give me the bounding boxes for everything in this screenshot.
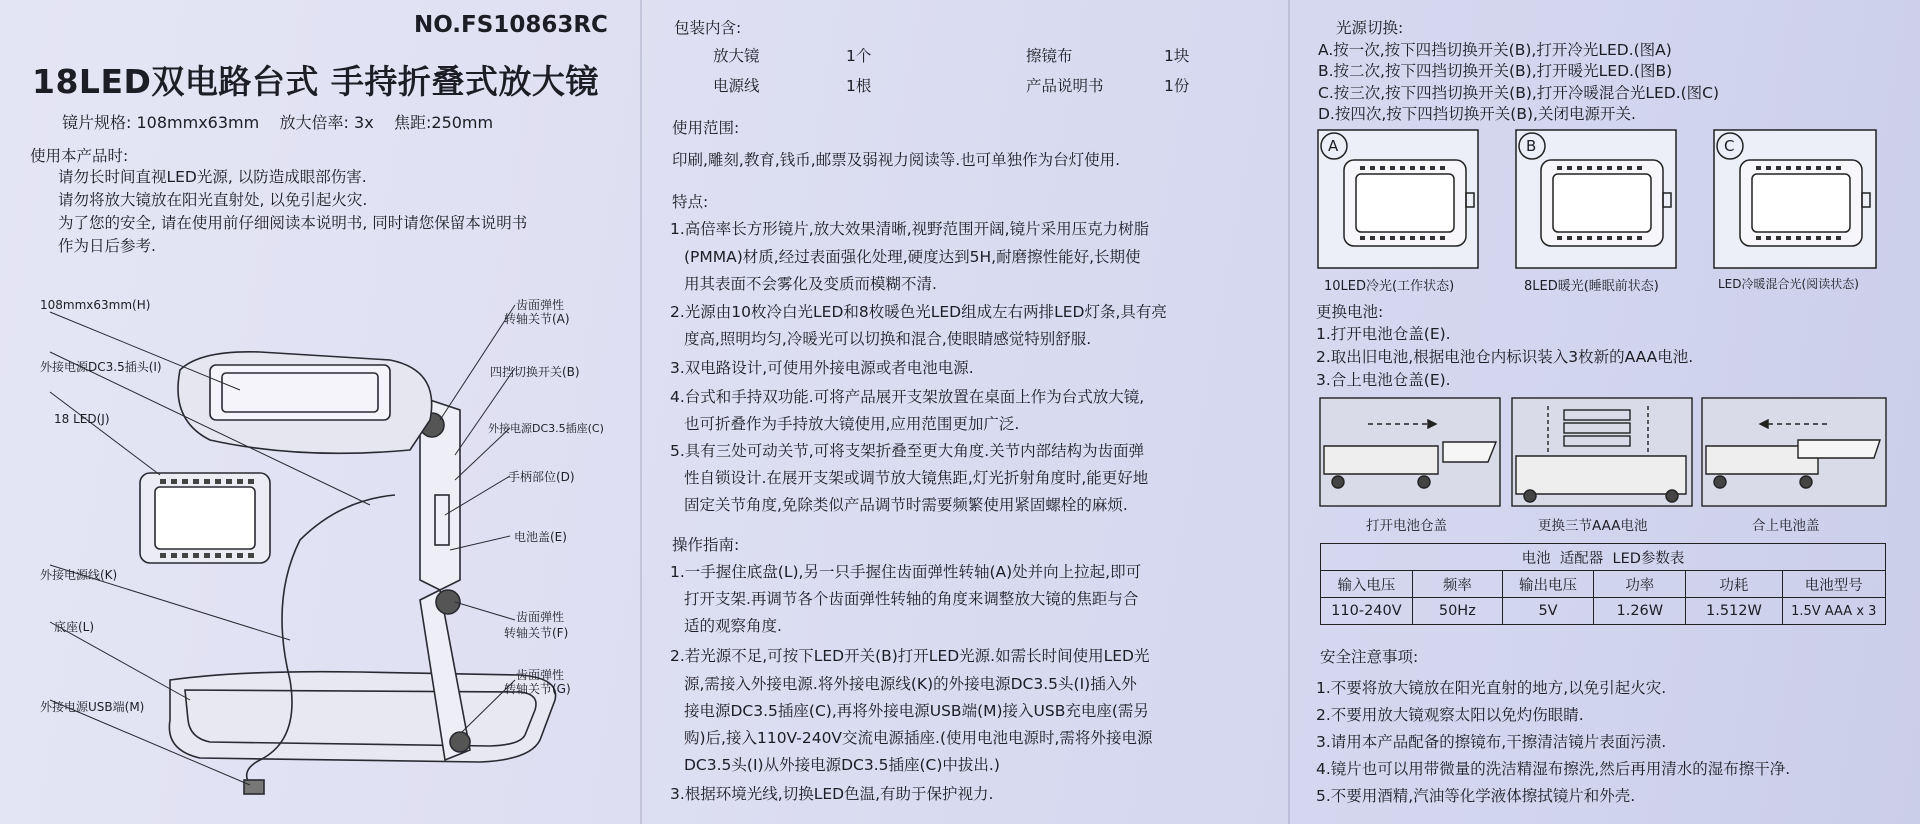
label-joint-f: 齿面弹性 — [516, 610, 565, 624]
package-item-qty: 1份 — [1164, 77, 1190, 95]
spec-header: 功率 — [1594, 571, 1686, 598]
battery-figures — [1318, 396, 1890, 508]
guide-line: 2.若光源不足,可按下LED开关(B)打开LED光源.如需长时间使用LED光 — [670, 647, 1150, 665]
safety-heading: 安全注意事项: — [1320, 648, 1419, 666]
panel-letter: C — [1724, 137, 1735, 155]
panel-caption: 10LED冷光(工作状态) — [1324, 279, 1455, 294]
feature-line: 也可折叠作为手持放大镜使用,应用范围更加广泛. — [684, 415, 1020, 433]
feature-line: 固定关节角度,免除类似产品调节时需要频繁使用紧固螺栓的麻烦. — [684, 496, 1128, 514]
spec-table-title: 电池 适配器 LED参数表 — [1321, 544, 1886, 571]
spec-header: 功耗 — [1686, 571, 1782, 598]
safety-line: 4.镜片也可以用带微量的洗洁精湿布擦洗,然后再用清水的湿布擦干净. — [1316, 760, 1791, 778]
battery-caption: 合上电池盖 — [1752, 518, 1820, 534]
spec-value: 50Hz — [1412, 598, 1502, 625]
label-lens-size: 108mmx63mm(H) — [40, 298, 151, 312]
label-dc-plug: 外接电源DC3.5插头(I) — [40, 360, 162, 374]
label-battery-e: 电池盖(E) — [514, 530, 567, 544]
feature-line: 2.光源由10枚冷白光LED和8枚暖色光LED组成左右两排LED灯条,具有亮 — [670, 303, 1167, 321]
model-number: NO.FS10863RC — [414, 12, 608, 38]
features-heading: 特点: — [672, 193, 709, 211]
label-socket-c: 外接电源DC3.5插座(C) — [488, 422, 604, 435]
lens-specs: 镜片规格: 108mmx63mm 放大倍率: 3x 焦距:250mm — [62, 113, 494, 132]
middle-panel — [640, 0, 1288, 824]
scope-heading: 使用范围: — [672, 119, 740, 137]
feature-line: (PMMA)材质,经过表面强化处理,硬度达到5H,耐磨擦性能好,长期使 — [684, 248, 1141, 266]
feature-line: 度高,照明均匀,冷暖光可以切换和混合,使眼睛感觉特别舒服. — [684, 330, 1092, 348]
package-item-name: 放大镜 — [713, 47, 760, 65]
battery-line: 3.合上电池仓盖(E). — [1316, 371, 1451, 389]
feature-line: 1.高倍率长方形镜片,放大效果清晰,视野范围开阔,镜片采用压克力树脂 — [670, 220, 1150, 238]
spec-header: 电池型号 — [1782, 571, 1885, 598]
right-panel — [1288, 0, 1920, 824]
label-base: 底座(L) — [54, 620, 95, 634]
label-joint-f: 转轴关节(F) — [504, 626, 569, 640]
guide-line: 打开支架.再调节各个齿面弹性转轴的角度来调整放大镜的焦距与合 — [684, 590, 1139, 608]
product-title: 18LED双电路台式 手持折叠式放大镜 — [32, 62, 599, 101]
light-line: C.按三次,按下四挡切换开关(B),打开冷暖混合光LED.(图C) — [1318, 84, 1720, 102]
usage-heading: 使用本产品时: — [30, 147, 129, 165]
label-joint-a: 齿面弹性 — [516, 298, 565, 312]
guide-line: 适的观察角度. — [684, 617, 782, 635]
guide-line: 1.一手握住底盘(L),另一只手握住齿面弹性转轴(A)处并向上拉起,即可 — [670, 563, 1142, 581]
label-joint-a: 转轴关节(A) — [504, 312, 570, 326]
panel-caption: LED冷暖混合光(阅读状态) — [1718, 277, 1859, 291]
guide-heading: 操作指南: — [672, 536, 740, 554]
package-item-name: 电源线 — [713, 77, 760, 95]
safety-line: 5.不要用酒精,汽油等化学液体擦拭镜片和外壳. — [1316, 787, 1636, 805]
light-line: A.按一次,按下四挡切换开关(B),打开冷光LED.(图A) — [1318, 41, 1672, 59]
safety-line: 3.请用本产品配备的擦镜布,干擦清洁镜片表面污渍. — [1316, 733, 1667, 751]
label-switch-b: 四挡切换开关(B) — [490, 365, 580, 379]
package-item-name: 擦镜布 — [1026, 47, 1073, 65]
feature-line: 性自锁设计.在展开支架或调节放大镜焦距,灯光折射角度时,能更好地 — [684, 469, 1149, 487]
battery-caption: 打开电池仓盖 — [1366, 518, 1447, 534]
spec-value: 110-240V — [1321, 598, 1413, 625]
label-cable: 外接电源线(K) — [40, 568, 118, 582]
package-item-name: 产品说明书 — [1026, 77, 1104, 95]
safety-line: 1.不要将放大镜放在阳光直射的地方,以免引起火灾. — [1316, 679, 1667, 697]
spec-table — [1320, 543, 1886, 625]
guide-line: DC3.5头(I)从外接电源DC3.5插座(C)中拔出.) — [684, 756, 1000, 774]
guide-line: 接电源DC3.5插座(C),再将外接电源USB端(M)接入USB充电座(需另 — [684, 702, 1149, 720]
panel-letter: B — [1526, 137, 1537, 155]
usage-line: 为了您的安全, 请在使用前仔细阅读本说明书, 同时请您保留本说明书 — [58, 214, 528, 232]
feature-line: 用其表面不会雾化及变质而模糊不清. — [684, 275, 937, 293]
left-panel — [0, 0, 640, 824]
package-item-qty: 1根 — [846, 77, 872, 95]
label-usb: 外接电源USB端(M) — [40, 700, 145, 714]
label-joint-g: 转轴关节(G) — [504, 682, 571, 696]
spec-value: 1.512W — [1686, 598, 1782, 625]
label-handle-d: 手柄部位(D) — [508, 470, 575, 484]
feature-line: 5.具有三处可动关节,可将支架折叠至更大角度.关节内部结构为齿面弹 — [670, 442, 1145, 460]
light-line: D.按四次,按下四挡切换开关(B),关闭电源开关. — [1318, 105, 1636, 123]
battery-caption: 更换三节AAA电池 — [1538, 518, 1648, 534]
guide-line: 购)后,接入110V-240V交流电源插座.(使用电池电源时,需将外接电源 — [684, 729, 1153, 747]
safety-line: 2.不要用放大镜观察太阳以免灼伤眼睛. — [1316, 706, 1584, 724]
panel-caption: 8LED暖光(睡眠前状态) — [1524, 279, 1659, 294]
battery-line: 2.取出旧电池,根据电池仓内标识装入3枚新的AAA电池. — [1316, 348, 1694, 366]
feature-line: 4.台式和手持双功能.可将产品展开支架放置在桌面上作为台式放大镜, — [670, 388, 1145, 406]
usage-line: 请勿将放大镜放在阳光直射处, 以免引起火灾. — [58, 191, 368, 209]
label-led: 18 LED(J) — [54, 412, 110, 426]
spec-header: 频率 — [1412, 571, 1502, 598]
battery-line: 1.打开电池仓盖(E). — [1316, 325, 1451, 343]
guide-line: 源,需接入外接电源.将外接电源线(K)的外接电源DC3.5头(I)插入外 — [684, 675, 1137, 693]
spec-value: 1.5V AAA x 3 — [1782, 598, 1885, 625]
light-mode-figures — [1316, 128, 1888, 298]
spec-value: 5V — [1502, 598, 1594, 625]
usage-line: 作为日后参考. — [58, 237, 156, 255]
light-heading: 光源切换: — [1336, 19, 1404, 37]
scope-text: 印刷,雕刻,教育,钱币,邮票及弱视力阅读等.也可单独作为台灯使用. — [672, 151, 1121, 169]
package-item-qty: 1块 — [1164, 47, 1190, 65]
battery-heading: 更换电池: — [1316, 303, 1384, 321]
spec-header: 输入电压 — [1321, 571, 1413, 598]
label-joint-g: 齿面弹性 — [516, 668, 565, 682]
spec-value: 1.26W — [1594, 598, 1686, 625]
panel-letter: A — [1328, 137, 1339, 155]
package-item-qty: 1个 — [846, 47, 872, 65]
feature-line: 3.双电路设计,可使用外接电源或者电池电源. — [670, 359, 974, 377]
spec-header: 输出电压 — [1502, 571, 1594, 598]
package-heading: 包装内含: — [674, 19, 742, 37]
usage-line: 请勿长时间直视LED光源, 以防造成眼部伤害. — [58, 168, 367, 186]
light-line: B.按二次,按下四挡切换开关(B),打开暖光LED.(图B) — [1318, 62, 1673, 80]
guide-line: 3.根据环境光线,切换LED色温,有助于保护视力. — [670, 785, 994, 803]
